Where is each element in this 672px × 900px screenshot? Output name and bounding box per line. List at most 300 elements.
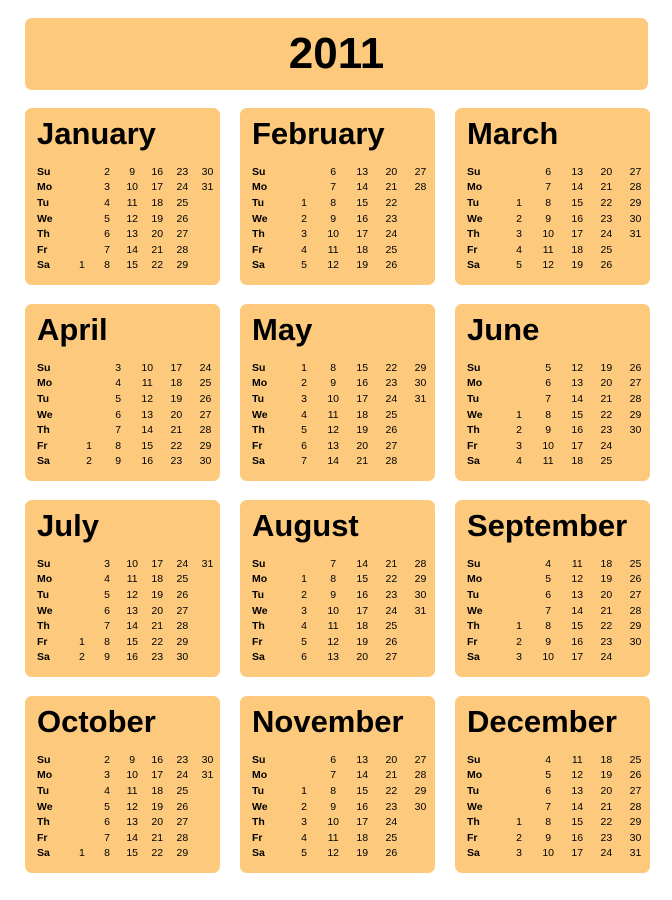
date-cell: 22 — [600, 816, 613, 829]
date-cell: 27 — [629, 165, 642, 178]
date-cell: 15 — [571, 816, 584, 829]
date-cell: 1 — [516, 816, 522, 829]
date-cell: 16 — [571, 635, 584, 648]
date-cell: 14 — [571, 800, 584, 813]
weekday-label: Sa — [37, 651, 50, 664]
weekday-label: Th — [37, 228, 50, 241]
weekday-row — [37, 830, 220, 846]
date-cell: 15 — [571, 196, 584, 209]
weekday-row — [37, 572, 220, 588]
date-cell: 29 — [414, 573, 427, 586]
date-cell: 29 — [176, 847, 189, 860]
weekday-row — [37, 211, 220, 227]
date-cell: 27 — [629, 784, 642, 797]
date-cell: 12 — [126, 212, 138, 225]
weekday-row — [37, 258, 220, 274]
weekday-label: Su — [467, 361, 481, 374]
date-cell: 28 — [414, 769, 427, 782]
date-cell: 24 — [600, 847, 613, 860]
weekday-row — [467, 634, 650, 650]
weekday-row — [467, 572, 650, 588]
weekday-row — [252, 783, 435, 799]
date-cell: 7 — [104, 620, 110, 633]
weekday-row — [467, 454, 650, 470]
date-cell: 26 — [385, 259, 398, 272]
date-cell: 4 — [301, 408, 307, 421]
date-cell: 5 — [104, 588, 110, 601]
date-cell: 1 — [301, 784, 307, 797]
date-cell: 27 — [176, 816, 189, 829]
weekday-row — [37, 814, 220, 830]
weekday-label: Sa — [37, 259, 50, 272]
date-cell: 8 — [545, 816, 552, 829]
date-cell: 4 — [516, 243, 522, 256]
date-cell: 5 — [545, 573, 552, 586]
date-cell: 13 — [141, 408, 154, 421]
weekday-label: Sa — [467, 847, 480, 860]
date-cell: 15 — [356, 573, 369, 586]
weekday-row — [252, 258, 435, 274]
weekday-label: We — [467, 800, 483, 813]
weekday-label: Mo — [252, 573, 268, 586]
weekday-label: Fr — [252, 439, 263, 452]
date-cell: 25 — [176, 196, 189, 209]
weekday-row — [252, 618, 435, 634]
weekday-label: Sa — [467, 455, 480, 468]
date-cell: 5 — [545, 769, 552, 782]
date-cell: 23 — [600, 831, 613, 844]
date-cell: 19 — [170, 392, 183, 405]
weekday-row — [252, 164, 435, 180]
date-cell: 2 — [301, 212, 307, 225]
weekday-row — [252, 391, 435, 407]
date-cell: 16 — [571, 424, 584, 437]
weekday-label: Tu — [37, 196, 50, 209]
date-cell: 12 — [327, 847, 340, 860]
date-cell: 18 — [151, 196, 164, 209]
date-cell: 26 — [385, 635, 398, 648]
date-cell: 26 — [176, 588, 189, 601]
date-cell: 14 — [356, 769, 369, 782]
date-cell: 16 — [151, 165, 164, 178]
date-cell: 26 — [629, 361, 642, 374]
date-cell: 8 — [104, 847, 110, 860]
date-cell: 28 — [176, 243, 189, 256]
date-cell: 12 — [327, 424, 340, 437]
weekday-label: Tu — [252, 588, 265, 601]
date-cell: 1 — [79, 635, 85, 648]
weekday-label: Su — [252, 165, 266, 178]
date-cell: 16 — [571, 831, 584, 844]
date-cell: 7 — [545, 800, 552, 813]
date-cell: 7 — [104, 243, 110, 256]
date-cell: 20 — [356, 651, 369, 664]
weekday-row — [467, 650, 650, 666]
date-cell: 12 — [141, 392, 154, 405]
weekday-row — [467, 587, 650, 603]
date-cell: 7 — [115, 424, 122, 437]
date-cell: 12 — [327, 259, 340, 272]
date-cell: 7 — [301, 455, 307, 468]
month-panel-january — [25, 108, 220, 285]
weekday-label: Fr — [37, 439, 48, 452]
weekday-row — [37, 799, 220, 815]
weekday-label: Mo — [467, 377, 483, 390]
date-cell: 9 — [330, 588, 337, 601]
date-cell: 16 — [356, 212, 369, 225]
date-cell: 23 — [600, 424, 613, 437]
date-cell: 28 — [414, 557, 427, 570]
date-cell: 17 — [571, 228, 584, 241]
date-cell: 2 — [301, 588, 307, 601]
weekday-row — [467, 391, 650, 407]
date-cell: 3 — [516, 847, 522, 860]
date-cell: 29 — [414, 784, 427, 797]
date-cell: 6 — [104, 604, 110, 617]
month-name: February — [252, 116, 385, 151]
date-cell: 25 — [385, 243, 398, 256]
weekday-label: We — [252, 212, 268, 225]
date-cell: 21 — [600, 604, 613, 617]
date-cell: 4 — [545, 557, 552, 570]
date-cell: 24 — [385, 604, 398, 617]
weekday-row — [252, 634, 435, 650]
weekday-row — [37, 242, 220, 258]
date-cell: 14 — [141, 424, 154, 437]
date-cell: 15 — [126, 259, 138, 272]
date-cell: 10 — [327, 228, 340, 241]
date-cell: 3 — [104, 769, 110, 782]
weekday-label: Mo — [252, 181, 268, 194]
weekday-row — [467, 814, 650, 830]
date-cell: 15 — [356, 361, 369, 374]
date-cell: 2 — [301, 800, 307, 813]
date-cell: 2 — [516, 635, 522, 648]
date-cell: 2 — [104, 753, 110, 766]
date-cell: 24 — [600, 651, 613, 664]
date-cell: 17 — [571, 439, 584, 452]
weekday-row — [467, 830, 650, 846]
date-cell: 4 — [104, 784, 110, 797]
date-cell: 10 — [542, 847, 555, 860]
weekday-row — [467, 768, 650, 784]
date-cell: 29 — [629, 408, 642, 421]
weekday-label: We — [37, 604, 53, 617]
date-cell: 19 — [356, 635, 369, 648]
date-cell: 3 — [104, 557, 110, 570]
date-cell: 2 — [516, 831, 522, 844]
weekday-row — [252, 814, 435, 830]
date-cell: 6 — [330, 165, 337, 178]
date-cell: 23 — [600, 212, 613, 225]
date-cell: 17 — [356, 816, 369, 829]
date-cell: 10 — [126, 557, 138, 570]
date-cell: 11 — [571, 557, 583, 570]
date-cell: 1 — [79, 259, 85, 272]
date-cell: 5 — [516, 259, 522, 272]
weekday-label: Th — [252, 816, 265, 829]
weekday-label: Su — [252, 753, 266, 766]
date-cell: 27 — [629, 377, 642, 390]
date-cell: 14 — [126, 831, 138, 844]
weekday-label: Fr — [37, 635, 48, 648]
date-cell: 14 — [356, 557, 369, 570]
date-cell: 6 — [115, 408, 122, 421]
weekday-row — [252, 752, 435, 768]
date-cell: 18 — [600, 753, 613, 766]
date-cell: 10 — [327, 392, 340, 405]
date-cell: 17 — [356, 392, 369, 405]
date-cell: 10 — [327, 604, 340, 617]
date-cell: 13 — [571, 165, 584, 178]
weekday-label: We — [252, 604, 268, 617]
date-cell: 15 — [571, 408, 584, 421]
weekday-row — [252, 768, 435, 784]
date-cell: 26 — [385, 424, 398, 437]
weekday-label: Sa — [252, 651, 265, 664]
date-cell: 18 — [170, 377, 183, 390]
date-cell: 25 — [176, 784, 189, 797]
date-cell: 13 — [356, 753, 369, 766]
date-cell: 3 — [104, 181, 110, 194]
weekday-label: Sa — [37, 455, 50, 468]
date-cell: 5 — [545, 361, 552, 374]
date-cell: 26 — [385, 847, 398, 860]
date-cell: 11 — [126, 784, 138, 797]
weekday-label: Th — [37, 620, 50, 633]
date-cell: 9 — [545, 635, 552, 648]
date-cell: 11 — [327, 408, 339, 421]
weekday-row — [37, 438, 220, 454]
date-cell: 7 — [330, 557, 337, 570]
weekday-row — [37, 603, 220, 619]
date-cell: 24 — [385, 228, 398, 241]
date-cell: 1 — [516, 196, 522, 209]
date-cell: 22 — [385, 784, 398, 797]
date-cell: 26 — [629, 573, 642, 586]
date-cell: 11 — [327, 620, 339, 633]
date-cell: 12 — [571, 361, 584, 374]
date-cell: 17 — [571, 651, 584, 664]
date-cell: 12 — [571, 769, 584, 782]
date-cell: 12 — [542, 259, 555, 272]
date-cell: 19 — [600, 573, 613, 586]
date-cell: 31 — [414, 604, 427, 617]
weekday-label: Mo — [252, 769, 268, 782]
date-cell: 13 — [571, 588, 584, 601]
date-cell: 5 — [301, 424, 307, 437]
weekday-row — [467, 422, 650, 438]
date-cell: 20 — [600, 165, 613, 178]
weekday-label: Th — [467, 816, 480, 829]
weekday-label: Th — [37, 816, 50, 829]
weekday-row — [37, 422, 220, 438]
weekday-row — [252, 422, 435, 438]
date-cell: 22 — [385, 196, 398, 209]
date-cell: 26 — [199, 392, 212, 405]
date-cell: 28 — [414, 181, 427, 194]
date-cell: 18 — [571, 243, 584, 256]
date-cell: 4 — [104, 573, 110, 586]
date-cell: 12 — [571, 573, 584, 586]
date-cell: 26 — [600, 259, 613, 272]
date-cell: 20 — [356, 439, 369, 452]
weekday-label: Th — [467, 620, 480, 633]
weekday-label: Su — [37, 557, 51, 570]
date-cell: 18 — [600, 557, 613, 570]
date-cell: 4 — [516, 455, 522, 468]
date-cell: 30 — [414, 377, 427, 390]
date-cell: 26 — [629, 769, 642, 782]
date-cell: 19 — [151, 800, 164, 813]
date-cell: 11 — [327, 831, 339, 844]
date-cell: 21 — [356, 455, 369, 468]
weekday-label: Su — [467, 753, 481, 766]
weekday-row — [37, 226, 220, 242]
date-cell: 31 — [201, 557, 214, 570]
date-cell: 17 — [571, 847, 584, 860]
year-banner — [25, 18, 648, 90]
month-name: August — [252, 508, 359, 543]
date-cell: 21 — [151, 620, 164, 633]
month-panel-october — [25, 696, 220, 873]
weekday-label: Tu — [467, 196, 480, 209]
date-cell: 16 — [151, 753, 164, 766]
weekday-row — [252, 438, 435, 454]
month-panel-march — [455, 108, 650, 285]
date-cell: 2 — [516, 212, 522, 225]
date-cell: 15 — [356, 784, 369, 797]
date-cell: 6 — [301, 439, 307, 452]
date-cell: 2 — [79, 651, 85, 664]
date-cell: 8 — [545, 408, 552, 421]
date-cell: 16 — [126, 651, 138, 664]
weekday-label: Fr — [37, 243, 48, 256]
date-cell: 30 — [199, 455, 212, 468]
date-cell: 19 — [356, 259, 369, 272]
date-cell: 8 — [545, 196, 552, 209]
date-cell: 18 — [151, 784, 164, 797]
weekday-label: Mo — [467, 181, 483, 194]
weekday-row — [467, 195, 650, 211]
date-cell: 5 — [301, 635, 307, 648]
date-cell: 13 — [126, 816, 138, 829]
weekday-row — [252, 830, 435, 846]
date-cell: 29 — [199, 439, 212, 452]
weekday-row — [252, 376, 435, 392]
date-cell: 23 — [385, 377, 398, 390]
date-cell: 30 — [414, 800, 427, 813]
date-cell: 1 — [301, 361, 307, 374]
date-cell: 27 — [176, 604, 189, 617]
date-cell: 22 — [385, 573, 398, 586]
weekday-label: Fr — [252, 831, 263, 844]
date-cell: 5 — [104, 212, 110, 225]
date-cell: 20 — [600, 784, 613, 797]
weekday-row — [37, 391, 220, 407]
weekday-row — [37, 650, 220, 666]
weekday-row — [252, 603, 435, 619]
weekday-label: Su — [252, 557, 266, 570]
weekday-label: We — [37, 408, 53, 421]
weekday-row — [467, 376, 650, 392]
weekday-label: We — [252, 408, 268, 421]
date-cell: 23 — [176, 165, 189, 178]
weekday-row — [252, 587, 435, 603]
weekday-row — [37, 783, 220, 799]
weekday-label: We — [467, 604, 483, 617]
weekday-row — [467, 164, 650, 180]
date-cell: 15 — [571, 620, 584, 633]
weekday-label: We — [37, 800, 53, 813]
date-cell: 22 — [170, 439, 183, 452]
date-cell: 30 — [414, 588, 427, 601]
date-cell: 25 — [385, 408, 398, 421]
date-cell: 22 — [151, 847, 164, 860]
date-cell: 22 — [151, 635, 164, 648]
weekday-label: Sa — [252, 455, 265, 468]
weekday-row — [37, 752, 220, 768]
date-cell: 30 — [176, 651, 189, 664]
date-cell: 23 — [385, 588, 398, 601]
weekday-row — [467, 783, 650, 799]
date-cell: 1 — [86, 439, 92, 452]
date-cell: 2 — [86, 455, 92, 468]
date-cell: 13 — [126, 604, 138, 617]
date-cell: 3 — [516, 228, 522, 241]
date-cell: 24 — [176, 557, 189, 570]
date-cell: 23 — [170, 455, 183, 468]
weekday-label: We — [37, 212, 53, 225]
weekday-row — [37, 556, 220, 572]
date-cell: 25 — [385, 620, 398, 633]
date-cell: 14 — [356, 181, 369, 194]
date-cell: 16 — [356, 800, 369, 813]
date-cell: 21 — [151, 243, 164, 256]
date-cell: 31 — [414, 392, 427, 405]
date-cell: 20 — [385, 753, 398, 766]
date-cell: 24 — [385, 392, 398, 405]
date-cell: 21 — [385, 181, 398, 194]
weekday-label: Sa — [467, 651, 480, 664]
weekday-row — [467, 752, 650, 768]
weekday-row — [252, 454, 435, 470]
date-cell: 27 — [414, 165, 427, 178]
date-cell: 31 — [629, 228, 642, 241]
months-grid — [25, 108, 650, 873]
date-cell: 24 — [600, 228, 613, 241]
weekday-label: Mo — [467, 573, 483, 586]
date-cell: 11 — [141, 377, 153, 390]
weekday-row — [467, 180, 650, 196]
date-cell: 14 — [571, 181, 584, 194]
date-cell: 9 — [330, 212, 337, 225]
date-cell: 28 — [629, 392, 642, 405]
weekday-label: Su — [37, 361, 51, 374]
date-cell: 8 — [330, 784, 337, 797]
weekday-row — [467, 226, 650, 242]
date-cell: 19 — [571, 259, 584, 272]
date-cell: 13 — [571, 784, 584, 797]
weekday-row — [37, 195, 220, 211]
date-cell: 11 — [126, 196, 138, 209]
weekday-row — [252, 572, 435, 588]
date-cell: 10 — [542, 439, 555, 452]
date-cell: 27 — [629, 588, 642, 601]
month-name: March — [467, 116, 559, 151]
date-cell: 14 — [571, 604, 584, 617]
date-cell: 19 — [151, 212, 164, 225]
